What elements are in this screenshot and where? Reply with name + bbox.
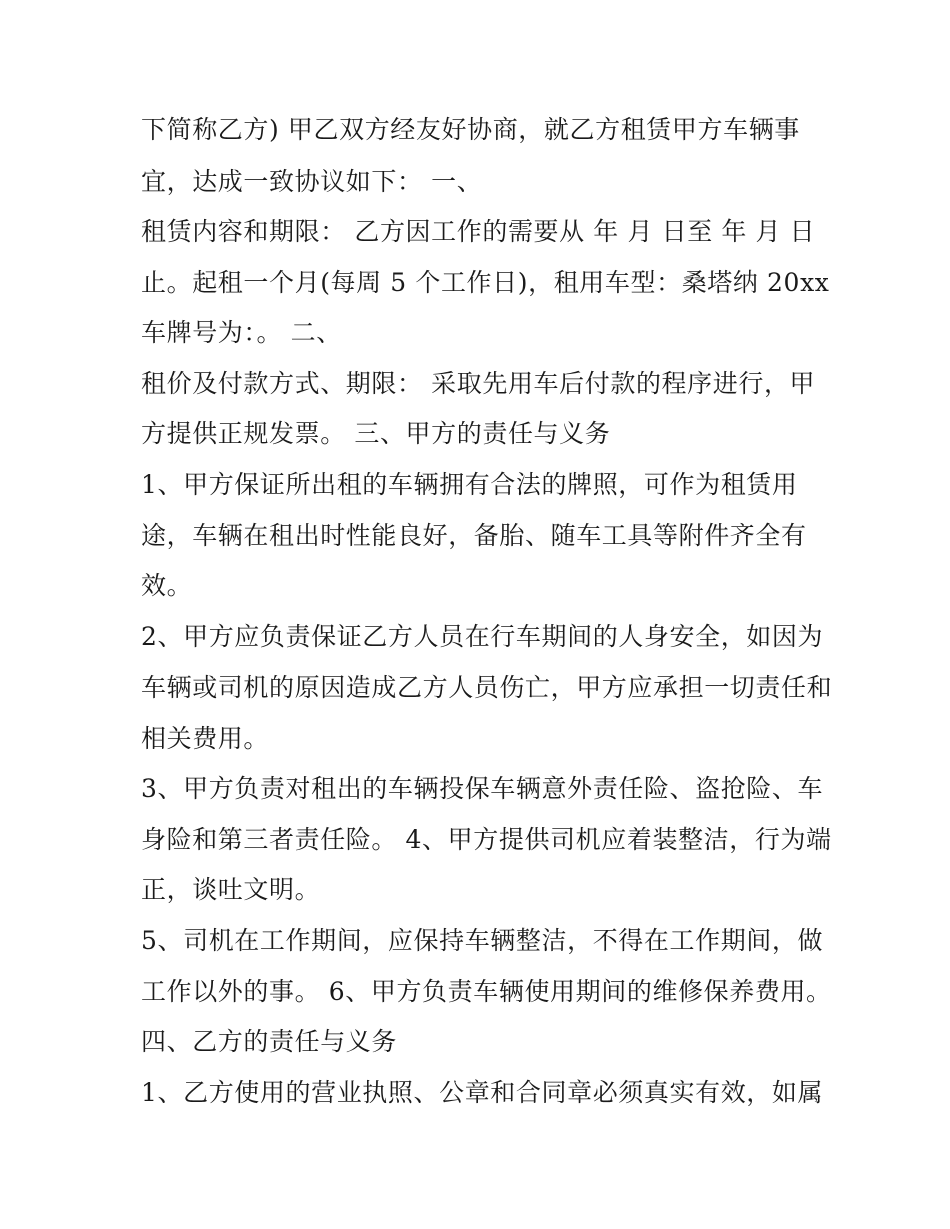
text-line: 身险和第三者责任险。 4、甲方提供司机应着装整洁，行为端 <box>141 825 832 854</box>
text-line: 车辆或司机的原因造成乙方人员伤亡，甲方应承担一切责任和 <box>141 673 833 702</box>
text-line: 相关费用。 <box>141 724 270 753</box>
text-line: 止。起租一个月(每周 5 个工作日)，租用车型：桑塔纳 20xx <box>141 268 830 297</box>
text-line: 下简称乙方) 甲乙双方经友好协商，就乙方租赁甲方车辆事 <box>141 115 800 144</box>
text-line: 2、甲方应负责保证乙方人员在行车期间的人身安全，如因为 <box>141 622 824 651</box>
text-line: 正，谈吐文明。 <box>141 875 321 904</box>
text-line: 车牌号为：。 二、 <box>141 318 342 347</box>
text-line: 租赁内容和期限： 乙方因工作的需要从 年 月 日至 年 月 日 <box>141 217 816 246</box>
text-line: 租价及付款方式、期限： 采取先用车后付款的程序进行，甲 <box>141 369 816 398</box>
text-line: 途，车辆在租出时性能良好，备胎、随车工具等附件齐全有 <box>141 521 807 550</box>
text-line: 1、甲方保证所出租的车辆拥有合法的牌照，可作为租赁用 <box>141 470 798 499</box>
text-line: 方提供正规发票。 三、甲方的责任与义务 <box>141 419 611 448</box>
text-line: 1、乙方使用的营业执照、公章和合同章必须真实有效，如属 <box>141 1078 824 1107</box>
text-line: 四、乙方的责任与义务 <box>141 1027 398 1056</box>
text-line: 效。 <box>141 571 193 600</box>
text-line: 工作以外的事。 6、甲方负责车辆使用期间的维修保养费用。 <box>141 977 832 1006</box>
text-line: 3、甲方负责对租出的车辆投保车辆意外责任险、盗抢险、车 <box>141 774 824 803</box>
text-line: 5、司机在工作期间，应保持车辆整洁，不得在工作期间，做 <box>141 926 824 955</box>
text-line: 宜，达成一致协议如下： 一、 <box>141 167 483 196</box>
